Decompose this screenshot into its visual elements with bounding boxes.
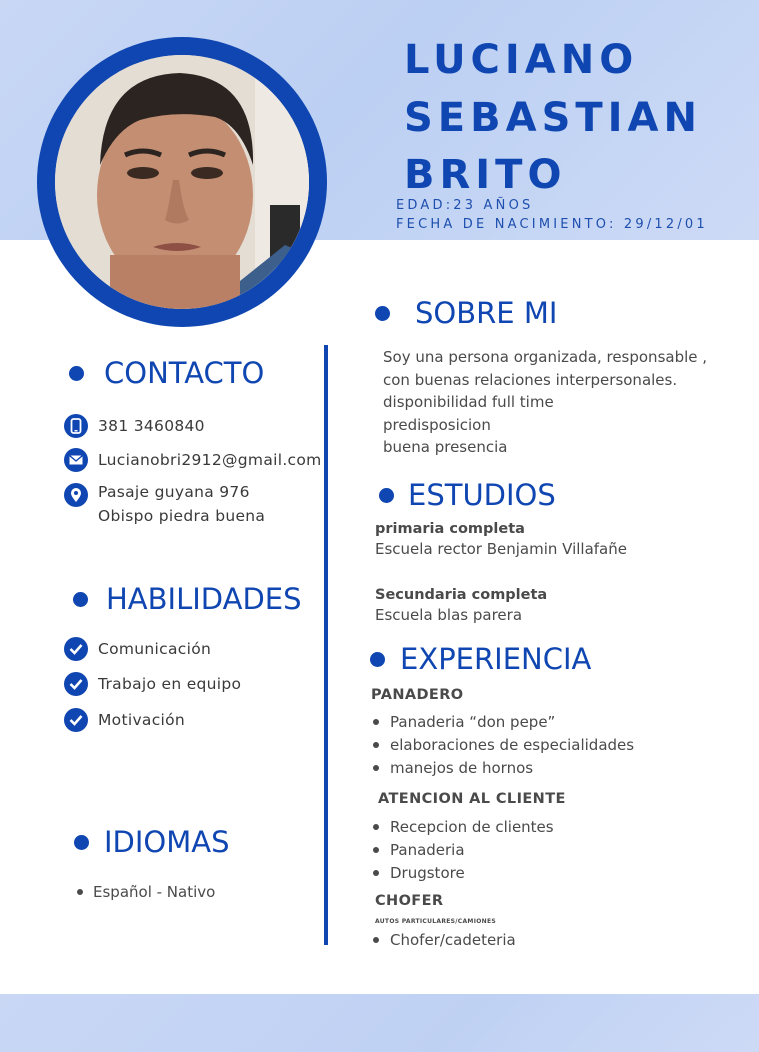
phone-icon	[64, 414, 88, 438]
heading-bullet-icon	[375, 306, 390, 321]
job-duty-label: manejos de hornos	[390, 759, 534, 777]
about-line: predisposicion	[383, 415, 491, 434]
bullet-icon	[373, 870, 379, 876]
about-line: disponibilidad full time	[383, 393, 554, 411]
name-line-1: LUCIANO	[404, 37, 639, 83]
bullet-icon	[373, 824, 379, 830]
job-duty	[373, 736, 634, 754]
birth-date-text: FECHA DE NACIMIENTO: 29/12/01	[396, 217, 708, 232]
job-duty-label: Recepcion de clientes	[390, 818, 554, 836]
bullet-icon	[373, 847, 379, 853]
job-duty-label: Drugstore	[390, 864, 465, 882]
job-duty-label: elaboraciones de especialidades	[390, 736, 635, 754]
heading-bullet-icon	[74, 835, 89, 850]
languages-heading	[74, 825, 230, 859]
footer-background	[0, 994, 759, 1052]
heading-bullet-icon	[370, 652, 385, 667]
job-subtitle: AUTOS PARTICULARES/CAMIONES	[375, 918, 496, 925]
location-pin-icon	[64, 483, 88, 507]
about-line: Soy una persona organizada, responsable ,	[383, 348, 708, 366]
bullet-icon	[77, 889, 83, 895]
skill-item	[64, 637, 211, 661]
bullet-icon	[373, 937, 379, 943]
check-icon	[64, 672, 88, 696]
profile-photo-frame	[37, 37, 327, 327]
skill-label: Motivación	[98, 711, 186, 729]
job-duty	[373, 759, 533, 777]
job-duty	[373, 713, 555, 731]
email-text[interactable]: Lucianobri2912@gmail.com	[98, 451, 322, 469]
bullet-icon	[373, 719, 379, 725]
job-duty-label: Panaderia	[390, 841, 465, 859]
education-school: Escuela rector Benjamin Villafañe	[375, 540, 627, 558]
job-duty	[373, 841, 465, 859]
skills-heading-label: HABILIDADES	[106, 582, 302, 616]
job-duty	[373, 864, 465, 882]
bullet-icon	[373, 742, 379, 748]
about-paragraph	[383, 346, 707, 459]
job-duty-label: Chofer/cadeteria	[390, 931, 516, 949]
job-title: PANADERO	[371, 687, 464, 703]
job-duty-label: Panaderia “don pepe”	[390, 713, 556, 731]
about-line: buena presencia	[383, 438, 508, 456]
contact-heading	[69, 356, 264, 390]
mail-icon	[64, 448, 88, 472]
address-line-2: Obispo piedra buena	[98, 507, 266, 525]
languages-heading-label: IDIOMAS	[104, 825, 230, 859]
heading-bullet-icon	[73, 592, 88, 607]
job-duty	[373, 931, 516, 949]
contact-phone	[64, 414, 205, 438]
check-icon	[64, 708, 88, 732]
skill-item	[64, 672, 241, 696]
phone-text: 381 3460840	[98, 417, 205, 435]
education-heading-label: ESTUDIOS	[408, 478, 556, 512]
language-item	[77, 883, 215, 901]
education-school: Escuela blas parera	[375, 606, 523, 624]
heading-bullet-icon	[69, 366, 84, 381]
address-line-1: Pasaje guyana 976	[98, 483, 250, 501]
age-text: EDAD:23 AÑOS	[396, 198, 534, 213]
experience-heading	[370, 642, 591, 676]
name-line-2: SEBASTIAN	[404, 95, 702, 141]
job-duty	[373, 818, 554, 836]
contact-address	[64, 480, 265, 528]
job-title: CHOFER	[375, 893, 444, 909]
name-line-3: BRITO	[404, 152, 567, 198]
language-label: Español - Nativo	[93, 883, 216, 901]
education-heading	[379, 478, 556, 512]
skill-item	[64, 708, 185, 732]
skills-heading	[73, 582, 302, 616]
heading-bullet-icon	[379, 488, 394, 503]
contact-email	[64, 448, 322, 472]
education-title: Secundaria completa	[375, 587, 548, 603]
about-heading	[375, 296, 557, 330]
job-title: ATENCION AL CLIENTE	[378, 791, 566, 807]
education-title: primaria completa	[375, 521, 525, 537]
experience-heading-label: EXPERIENCIA	[400, 642, 592, 676]
column-divider	[324, 345, 328, 945]
contact-heading-label: CONTACTO	[104, 356, 265, 390]
skill-label: Comunicación	[98, 640, 212, 658]
profile-photo	[55, 55, 309, 309]
bullet-icon	[373, 765, 379, 771]
about-heading-label: SOBRE MI	[415, 296, 558, 330]
check-icon	[64, 637, 88, 661]
skill-label: Trabajo en equipo	[98, 675, 242, 693]
about-line: con buenas relaciones interpersonales.	[383, 370, 678, 389]
